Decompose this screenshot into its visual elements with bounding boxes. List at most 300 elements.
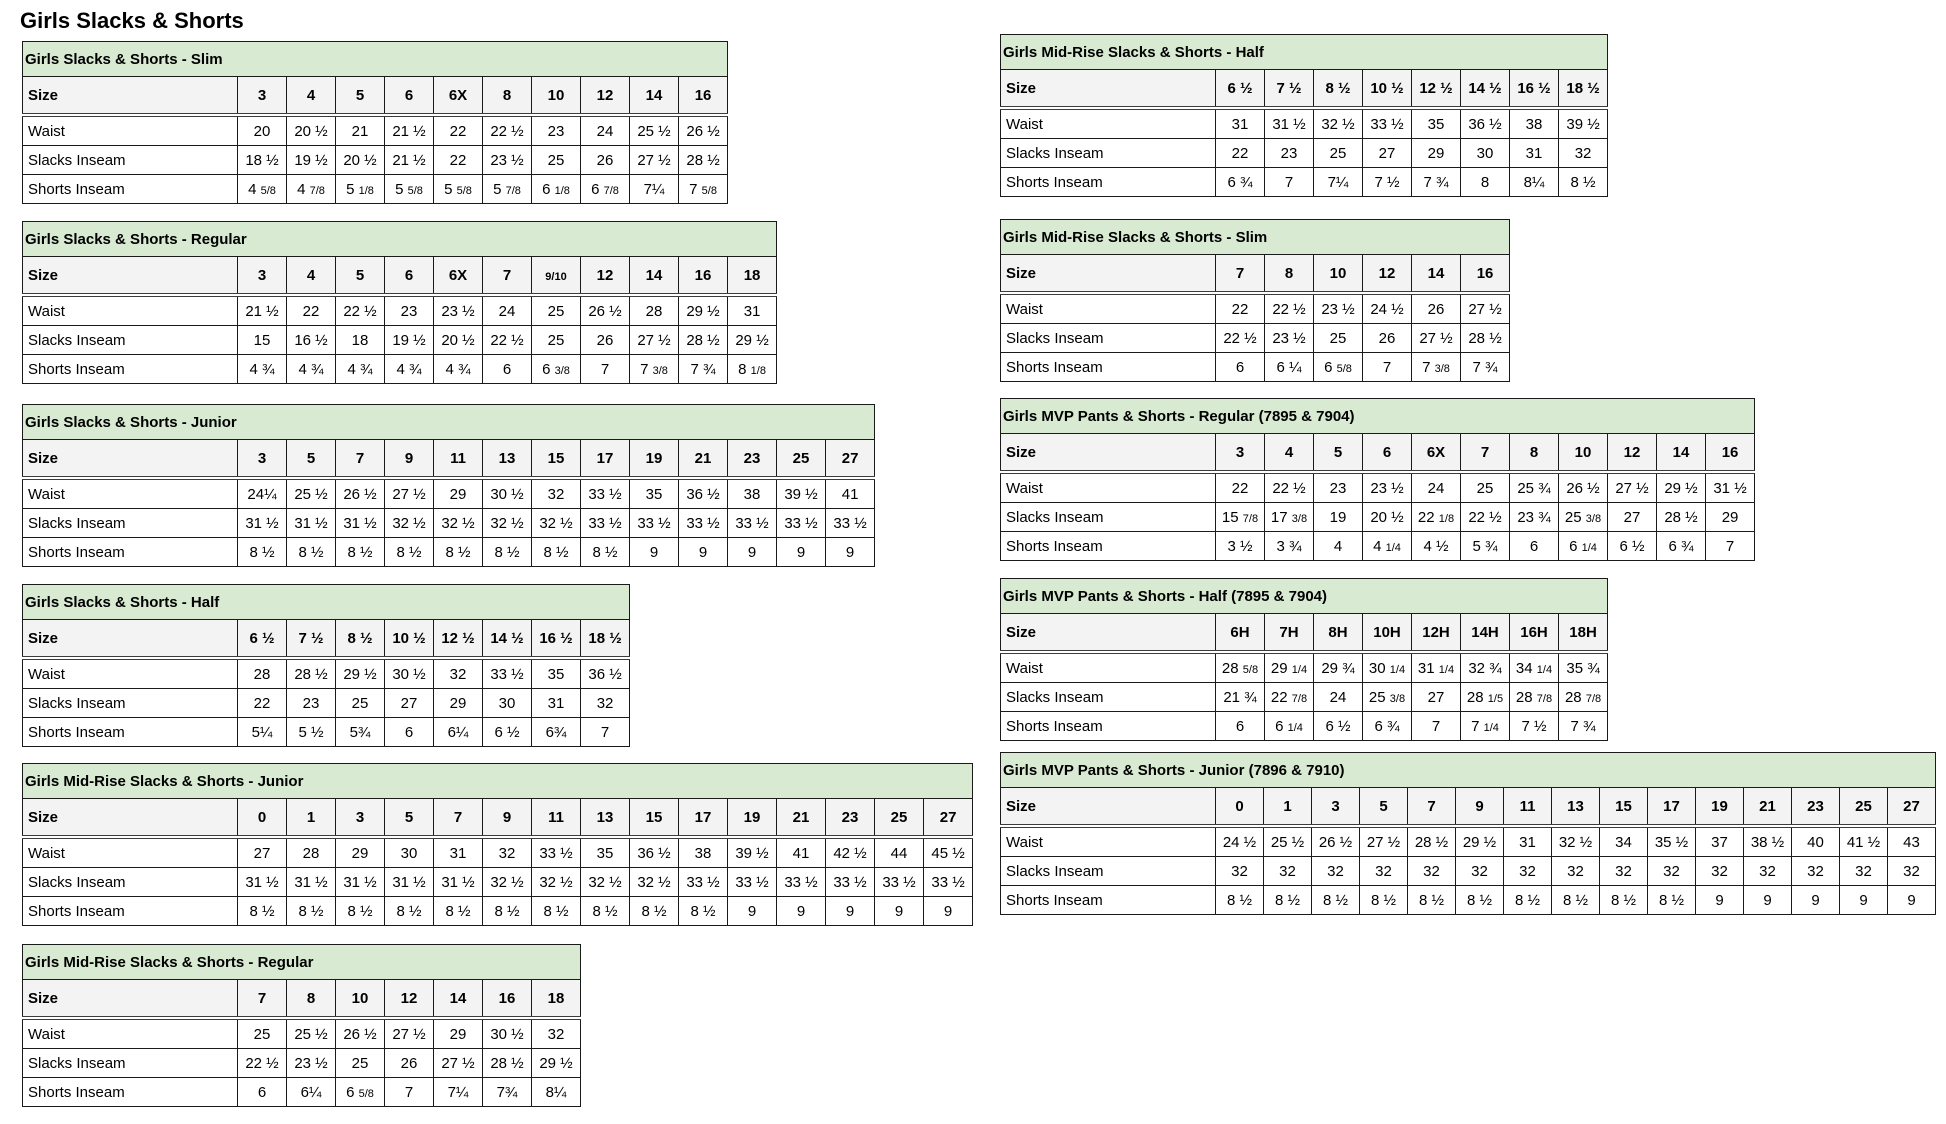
table-row (23, 837, 973, 868)
table-title-row (23, 945, 581, 980)
value-cell: 7 ¾ (1461, 353, 1510, 382)
value-cell: 31 (1504, 826, 1552, 857)
value-cell: 8 ½ (434, 538, 483, 567)
value-cell: 35 (581, 837, 630, 868)
value-cell: 25 3/8 (1363, 683, 1412, 712)
value-cell: 34 1/4 (1510, 652, 1559, 683)
table-row (1001, 857, 1936, 886)
value-cell: 28 ½ (1408, 826, 1456, 857)
size-col-header: 19 (728, 799, 777, 838)
value-cell: 29 (336, 837, 385, 868)
size-header-row (1001, 434, 1755, 473)
value-cell: 27 ½ (630, 146, 679, 175)
value-cell: 8 ½ (1264, 886, 1312, 915)
value-cell: 26 (1412, 293, 1461, 324)
value-cell: 7 (1706, 532, 1755, 561)
size-col-header: 7 ½ (1265, 70, 1314, 109)
size-col-header: 13 (483, 440, 532, 479)
row-label: Shorts Inseam (23, 1078, 238, 1107)
size-table-girls-mid-rise-slacks-shorts-regular (22, 944, 581, 1107)
table-row (23, 538, 875, 567)
value-cell: 30 (385, 837, 434, 868)
row-label: Shorts Inseam (1001, 168, 1216, 197)
value-cell: 6 3/8 (532, 355, 581, 384)
value-cell: 8¼ (1510, 168, 1559, 197)
value-cell: 8 ½ (483, 897, 532, 926)
value-cell: 5 7/8 (483, 175, 532, 204)
table-row (1001, 353, 1510, 382)
table-title-row (23, 764, 973, 799)
value-cell: 27 ½ (385, 1018, 434, 1049)
value-cell: 21 ½ (385, 115, 434, 146)
value-cell: 8 ½ (287, 538, 336, 567)
value-cell: 31 (728, 295, 777, 326)
value-cell: 32 ½ (532, 509, 581, 538)
row-label: Slacks Inseam (1001, 503, 1216, 532)
size-header-row (23, 257, 777, 296)
value-cell: 31 1/4 (1412, 652, 1461, 683)
size-col-header: 18H (1559, 614, 1608, 653)
value-cell: 24 (581, 115, 630, 146)
size-col-header: 14 (434, 980, 483, 1019)
value-cell: 6 5/8 (336, 1078, 385, 1107)
value-cell: 6 (1216, 353, 1265, 382)
value-cell: 26 ½ (581, 295, 630, 326)
size-col-header: 9/10 (532, 257, 581, 296)
row-label: Shorts Inseam (1001, 886, 1216, 915)
size-table-girls-slacks-shorts-half (22, 584, 630, 747)
size-row-label: Size (23, 77, 238, 116)
value-cell: 35 ¾ (1559, 652, 1608, 683)
value-cell: 22 (1216, 139, 1265, 168)
value-cell: 7¼ (1314, 168, 1363, 197)
value-cell: 5¾ (336, 718, 385, 747)
value-cell: 32 ½ (581, 868, 630, 897)
row-label: Waist (1001, 826, 1216, 857)
size-col-header: 16 (679, 257, 728, 296)
value-cell: 33 ½ (679, 868, 728, 897)
size-col-header: 12 (1363, 255, 1412, 294)
value-cell: 31 ½ (385, 868, 434, 897)
row-label: Shorts Inseam (23, 897, 238, 926)
size-col-header: 11 (532, 799, 581, 838)
size-col-header: 3 (238, 257, 287, 296)
value-cell: 23 ½ (1363, 472, 1412, 503)
row-label: Shorts Inseam (1001, 712, 1216, 741)
size-col-header: 19 (1696, 788, 1744, 827)
value-cell: 40 (1792, 826, 1840, 857)
size-col-header: 5 (336, 257, 385, 296)
table-row (23, 689, 630, 718)
size-col-header: 8 (1265, 255, 1314, 294)
size-header-row (23, 980, 581, 1019)
size-col-header: 9 (1456, 788, 1504, 827)
size-col-header: 7 (1408, 788, 1456, 827)
row-label: Slacks Inseam (23, 509, 238, 538)
value-cell: 28 ½ (1657, 503, 1706, 532)
value-cell: 33 ½ (679, 509, 728, 538)
size-header-row (23, 620, 630, 659)
size-col-header: 7 (1216, 255, 1265, 294)
value-cell: 29 (1412, 139, 1461, 168)
value-cell: 5 5/8 (385, 175, 434, 204)
size-col-header: 12 (581, 257, 630, 296)
row-label: Slacks Inseam (1001, 683, 1216, 712)
value-cell: 31 ½ (1265, 108, 1314, 139)
value-cell: 32 ½ (1314, 108, 1363, 139)
value-cell: 32 (1792, 857, 1840, 886)
size-header-row (23, 799, 973, 838)
value-cell: 35 (630, 478, 679, 509)
value-cell: 28 (630, 295, 679, 326)
value-cell: 20 ½ (287, 115, 336, 146)
size-col-header: 1 (1264, 788, 1312, 827)
value-cell: 26 ½ (679, 115, 728, 146)
value-cell: 26 ½ (336, 1018, 385, 1049)
value-cell: 7¼ (630, 175, 679, 204)
value-cell: 6 (1510, 532, 1559, 561)
value-cell: 6 5/8 (1314, 353, 1363, 382)
value-cell: 27 ½ (1608, 472, 1657, 503)
table-title-row (1001, 399, 1755, 434)
value-cell: 3 ¾ (1265, 532, 1314, 561)
value-cell: 8 ½ (1552, 886, 1600, 915)
table-row (23, 868, 973, 897)
table-row (1001, 293, 1510, 324)
size-col-header: 6X (434, 257, 483, 296)
value-cell: 29 (1706, 503, 1755, 532)
value-cell: 37 (1696, 826, 1744, 857)
value-cell: 5¼ (238, 718, 287, 747)
value-cell: 32 (1888, 857, 1936, 886)
size-table-girls-mid-rise-slacks-shorts-junior (22, 763, 973, 926)
size-col-header: 5 (336, 77, 385, 116)
value-cell: 7 ¾ (1412, 168, 1461, 197)
size-col-header: 16 (483, 980, 532, 1019)
value-cell: 8 ½ (1408, 886, 1456, 915)
value-cell: 31 (434, 837, 483, 868)
table-title: Girls Mid-Rise Slacks & Shorts - Regular (23, 945, 581, 980)
value-cell: 21 ¾ (1216, 683, 1265, 712)
value-cell: 32 (1504, 857, 1552, 886)
table-row (23, 115, 728, 146)
value-cell: 6 1/4 (1265, 712, 1314, 741)
value-cell: 32 ½ (630, 868, 679, 897)
value-cell: 8 ½ (238, 897, 287, 926)
value-cell: 17 3/8 (1265, 503, 1314, 532)
value-cell: 31 (1510, 139, 1559, 168)
size-col-header: 21 (777, 799, 826, 838)
size-col-header: 12 (581, 77, 630, 116)
table-title: Girls Mid-Rise Slacks & Shorts - Junior (23, 764, 973, 799)
value-cell: 31 ½ (336, 868, 385, 897)
size-col-header: 16 (1461, 255, 1510, 294)
value-cell: 8 ½ (483, 538, 532, 567)
size-col-header: 15 (1600, 788, 1648, 827)
value-cell: 6 (238, 1078, 287, 1107)
size-table-girls-slacks-shorts-regular (22, 221, 777, 384)
size-col-header: 9 (385, 440, 434, 479)
size-col-header: 18 (728, 257, 777, 296)
value-cell: 24 (1314, 683, 1363, 712)
value-cell: 8 ½ (1648, 886, 1696, 915)
value-cell: 26 ½ (1312, 826, 1360, 857)
value-cell: 9 (924, 897, 973, 926)
value-cell: 9 (777, 897, 826, 926)
value-cell: 34 (1600, 826, 1648, 857)
value-cell: 22 ½ (483, 326, 532, 355)
size-col-header: 17 (679, 799, 728, 838)
value-cell: 9 (777, 538, 826, 567)
value-cell: 4 5/8 (238, 175, 287, 204)
value-cell: 6 ½ (1314, 712, 1363, 741)
size-col-header: 3 (336, 799, 385, 838)
size-col-header: 14 ½ (483, 620, 532, 659)
value-cell: 21 ½ (385, 146, 434, 175)
size-col-header: 9 (483, 799, 532, 838)
value-cell: 7¼ (434, 1078, 483, 1107)
size-table-girls-mid-rise-slacks-shorts-slim (1000, 219, 1510, 382)
row-label: Waist (23, 478, 238, 509)
row-label: Waist (1001, 472, 1216, 503)
value-cell: 32 ½ (385, 509, 434, 538)
size-col-header: 19 (630, 440, 679, 479)
value-cell: 9 (1840, 886, 1888, 915)
size-col-header: 23 (728, 440, 777, 479)
value-cell: 16 ½ (287, 326, 336, 355)
value-cell: 6¾ (532, 718, 581, 747)
value-cell: 32 ½ (1552, 826, 1600, 857)
value-cell: 38 ½ (1744, 826, 1792, 857)
size-col-header: 10 (1559, 434, 1608, 473)
table-row (23, 295, 777, 326)
value-cell: 7 (581, 355, 630, 384)
size-col-header: 11 (1504, 788, 1552, 827)
value-cell: 8 ½ (1216, 886, 1264, 915)
value-cell: 9 (875, 897, 924, 926)
value-cell: 8 (1461, 168, 1510, 197)
value-cell: 20 (238, 115, 287, 146)
size-col-header: 12 ½ (434, 620, 483, 659)
value-cell: 5 5/8 (434, 175, 483, 204)
value-cell: 27 ½ (434, 1049, 483, 1078)
value-cell: 28 ½ (679, 146, 728, 175)
size-col-header: 8 ½ (336, 620, 385, 659)
value-cell: 18 ½ (238, 146, 287, 175)
table-row (23, 1049, 581, 1078)
value-cell: 33 ½ (581, 509, 630, 538)
value-cell: 27 (385, 689, 434, 718)
size-table-girls-mvp-pants-shorts-half-7895-7904 (1000, 578, 1608, 741)
size-col-header: 16 (1706, 434, 1755, 473)
value-cell: 27 (1363, 139, 1412, 168)
value-cell: 26 (385, 1049, 434, 1078)
row-label: Shorts Inseam (1001, 353, 1216, 382)
value-cell: 32 (434, 658, 483, 689)
size-col-header: 27 (1888, 788, 1936, 827)
page-title: Girls Slacks & Shorts (20, 8, 244, 33)
row-label: Waist (23, 837, 238, 868)
value-cell: 27 ½ (385, 478, 434, 509)
size-col-header: 4 (287, 257, 336, 296)
value-cell: 6 (483, 355, 532, 384)
size-row-label: Size (1001, 788, 1216, 827)
value-cell: 24 ½ (1216, 826, 1264, 857)
size-col-header: 3 (1216, 434, 1265, 473)
row-label: Waist (23, 1018, 238, 1049)
size-col-header: 12 (1608, 434, 1657, 473)
value-cell: 7¾ (483, 1078, 532, 1107)
value-cell: 35 (532, 658, 581, 689)
table-title-row (23, 42, 728, 77)
row-label: Slacks Inseam (23, 689, 238, 718)
value-cell: 32 (1408, 857, 1456, 886)
row-label: Shorts Inseam (1001, 532, 1216, 561)
table-title-row (23, 405, 875, 440)
value-cell: 43 (1888, 826, 1936, 857)
size-col-header: 8 (483, 77, 532, 116)
size-col-header: 8 ½ (1314, 70, 1363, 109)
size-col-header: 6 ½ (238, 620, 287, 659)
value-cell: 26 ½ (1559, 472, 1608, 503)
row-label: Slacks Inseam (23, 1049, 238, 1078)
size-col-header: 25 (777, 440, 826, 479)
size-col-header: 4 (287, 77, 336, 116)
value-cell: 32 (532, 1018, 581, 1049)
value-cell: 23 ¾ (1510, 503, 1559, 532)
size-col-header: 6 (1363, 434, 1412, 473)
value-cell: 24 (483, 295, 532, 326)
size-col-header: 21 (1744, 788, 1792, 827)
size-header-row (1001, 788, 1936, 827)
value-cell: 4 ¾ (434, 355, 483, 384)
size-col-header: 25 (1840, 788, 1888, 827)
size-col-header: 18 ½ (581, 620, 630, 659)
size-row-label: Size (1001, 434, 1216, 473)
value-cell: 4 ¾ (336, 355, 385, 384)
value-cell: 25 (336, 689, 385, 718)
value-cell: 25 ½ (630, 115, 679, 146)
value-cell: 32 (1312, 857, 1360, 886)
value-cell: 24¼ (238, 478, 287, 509)
row-label: Slacks Inseam (23, 868, 238, 897)
value-cell: 6¼ (287, 1078, 336, 1107)
value-cell: 32 (1360, 857, 1408, 886)
value-cell: 19 (1314, 503, 1363, 532)
size-col-header: 5 (1314, 434, 1363, 473)
row-label: Waist (23, 295, 238, 326)
value-cell: 29 (434, 689, 483, 718)
value-cell: 28 ½ (1461, 324, 1510, 353)
value-cell: 25 (1461, 472, 1510, 503)
value-cell: 23 (1314, 472, 1363, 503)
size-col-header: 13 (1552, 788, 1600, 827)
table-title: Girls MVP Pants & Shorts - Half (7895 & 7904) (1001, 579, 1608, 614)
value-cell: 38 (728, 478, 777, 509)
value-cell: 22 ½ (1265, 293, 1314, 324)
value-cell: 6¼ (434, 718, 483, 747)
value-cell: 8 ½ (385, 897, 434, 926)
size-col-header: 10 (1314, 255, 1363, 294)
value-cell: 8 ½ (238, 538, 287, 567)
value-cell: 30 1/4 (1363, 652, 1412, 683)
value-cell: 22 (434, 115, 483, 146)
value-cell: 25 (336, 1049, 385, 1078)
value-cell: 8 ½ (336, 897, 385, 926)
value-cell: 31 ½ (336, 509, 385, 538)
table-row (23, 897, 973, 926)
size-row-label: Size (1001, 70, 1216, 109)
value-cell: 8 ½ (1559, 168, 1608, 197)
value-cell: 25 (1314, 324, 1363, 353)
value-cell: 29 (434, 478, 483, 509)
value-cell: 7 (1265, 168, 1314, 197)
value-cell: 29 ¾ (1314, 652, 1363, 683)
table-title: Girls Slacks & Shorts - Half (23, 585, 630, 620)
size-col-header: 14H (1461, 614, 1510, 653)
value-cell: 24 (1412, 472, 1461, 503)
value-cell: 32 (483, 837, 532, 868)
value-cell: 42 ½ (826, 837, 875, 868)
size-col-header: 14 (1412, 255, 1461, 294)
value-cell: 28 1/5 (1461, 683, 1510, 712)
value-cell: 36 ½ (630, 837, 679, 868)
value-cell: 39 ½ (777, 478, 826, 509)
value-cell: 7 (581, 718, 630, 747)
size-col-header: 1 (287, 799, 336, 838)
value-cell: 32 (1696, 857, 1744, 886)
value-cell: 32 (1600, 857, 1648, 886)
size-col-header: 5 (1360, 788, 1408, 827)
value-cell: 25 (532, 295, 581, 326)
table-row (1001, 503, 1755, 532)
size-col-header: 5 (287, 440, 336, 479)
value-cell: 35 ½ (1648, 826, 1696, 857)
size-col-header: 6 (385, 257, 434, 296)
value-cell: 38 (679, 837, 728, 868)
table-row (1001, 139, 1608, 168)
size-col-header: 7H (1265, 614, 1314, 653)
size-col-header: 17 (1648, 788, 1696, 827)
table-row (1001, 683, 1608, 712)
size-col-header: 3 (1312, 788, 1360, 827)
value-cell: 26 (581, 146, 630, 175)
size-col-header: 3 (238, 440, 287, 479)
value-cell: 9 (1792, 886, 1840, 915)
size-col-header: 25 (875, 799, 924, 838)
value-cell: 32 ½ (434, 509, 483, 538)
size-col-header: 23 (1792, 788, 1840, 827)
size-col-header: 23 (826, 799, 875, 838)
value-cell: 29 ½ (532, 1049, 581, 1078)
value-cell: 29 ½ (728, 326, 777, 355)
value-cell: 32 ½ (483, 868, 532, 897)
value-cell: 28 (238, 658, 287, 689)
value-cell: 7 ¾ (1559, 712, 1608, 741)
table-row (1001, 652, 1608, 683)
value-cell: 27 ½ (1360, 826, 1408, 857)
value-cell: 21 ½ (238, 295, 287, 326)
row-label: Waist (23, 658, 238, 689)
value-cell: 27 ½ (1461, 293, 1510, 324)
value-cell: 44 (875, 837, 924, 868)
value-cell: 31 ½ (287, 509, 336, 538)
value-cell: 30 ½ (483, 478, 532, 509)
size-col-header: 16 ½ (1510, 70, 1559, 109)
value-cell: 6 (1216, 712, 1265, 741)
row-label: Slacks Inseam (1001, 324, 1216, 353)
size-col-header: 7 ½ (287, 620, 336, 659)
